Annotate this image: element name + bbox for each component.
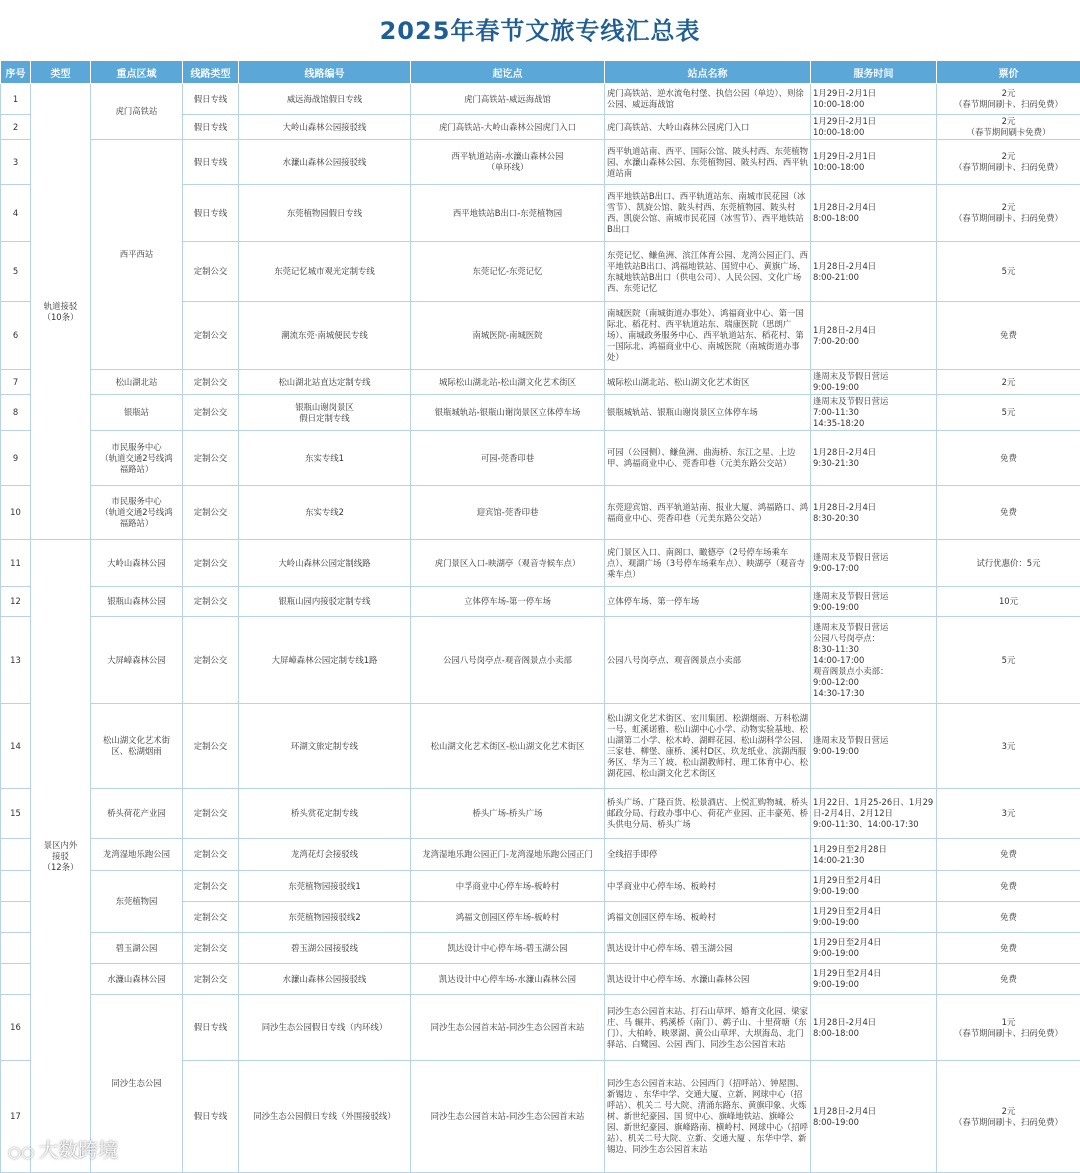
cell-line-name: 东莞植物园假日专线 [239, 185, 411, 242]
cell-fare: 1元 （春节期间刷卡、扫码免费） [937, 995, 1080, 1061]
cell-line-type: 定制公交 [183, 486, 239, 540]
cell-fare: 5元 [937, 395, 1080, 431]
cell-no: 6 [1, 302, 31, 370]
cell-stops: 东莞迎宾馆、西平轨道站南、报业大厦、鸿福路口、鸿福商业中心、莞香印巷（元美东路公交站） [605, 486, 811, 540]
cell-area: 同沙生态公园 [91, 995, 183, 1173]
cell-line-name: 水濂山森林公园接驳线 [239, 964, 411, 995]
cell-stops: 南城医院（南城街道办事处）、鸿福商业中心、第一国际北、稻花村、西平轨道站东、瑞康医院（思朗广场）、南城政务服务中心、西平轨道站东、稻花村、第一国际北、鸿福商业中心、南城医院（南城街道办事处） [605, 302, 811, 370]
cell-line-type: 定制公交 [183, 540, 239, 587]
header-area: 重点区域 [91, 61, 183, 84]
cell-stops: 虎门景区入口、南阁口、瞰德亭（2号停车场乘车点）、观湖广场（3号停车场乘车点）、映湖亭（观音寺乘车点） [605, 540, 811, 587]
cell-fare: 2元 （春节期间刷卡免费） [937, 115, 1080, 140]
cell-line-type: 假日专线 [183, 140, 239, 185]
cell-time: 1月29日至2月28日 14:00-21:30 [811, 839, 937, 871]
cell-area: 西平西站 [91, 140, 183, 370]
page-title: 2025年春节文旅专线汇总表 [379, 17, 701, 45]
cell-area: 松山湖文化艺术街 区、松湖烟雨 [91, 704, 183, 789]
cell-stops: 可园（公园侧）、鳒鱼洲、曲海桥、东江之星、上边甲、鸿福商业中心、莞香印巷（元美东路公交站） [605, 431, 811, 486]
cell-fare: 试行优惠价：5元 [937, 540, 1080, 587]
cell-type: 景区内外 接驳 （12条） [31, 540, 91, 1173]
cell-line-name: 桥头赏花定制专线 [239, 789, 411, 839]
cell-stops: 城际松山湖北站、松山湖文化艺术街区 [605, 370, 811, 395]
cell-fare: 免费 [937, 933, 1080, 964]
table-row [1, 140, 1080, 185]
table-row [1, 617, 1080, 704]
cell-no: 17 [1, 1061, 31, 1173]
watermark-text: 大数跨境 [38, 1138, 119, 1162]
cell-line-name: 东实专线2 [239, 486, 411, 540]
cell-fare: 免费 [937, 302, 1080, 370]
cell-no: 1 [1, 84, 31, 115]
cell-fare: 2元 （春节期间刷卡、扫码免费） [937, 1061, 1080, 1173]
cell-route: 龙湾湿地乐跑公园正门-龙湾湿地乐跑公园正门 [411, 839, 605, 871]
cell-time: 逢周末及节假日营运 7:00-11:30 14:35-18:20 [811, 395, 937, 431]
cell-route: 凯达设计中心停车场-水濂山森林公园 [411, 964, 605, 995]
cell-no: 10 [1, 486, 31, 540]
cell-line-type: 定制公交 [183, 871, 239, 902]
cell-no [1, 933, 31, 964]
cell-fare: 2元 （春节期间刷卡、扫码免费） [937, 84, 1080, 115]
cell-line-name: 银瓶山园内接驳定制专线 [239, 587, 411, 617]
cell-area: 虎门高铁站 [91, 84, 183, 140]
cell-line-name: 大岭山森林公园接驳线 [239, 115, 411, 140]
cell-line-name: 东实专线1 [239, 431, 411, 486]
cell-line-name: 环湖文旅定制专线 [239, 704, 411, 789]
cell-route: 公园八号岗亭点-观音阁景点小卖部 [411, 617, 605, 704]
cell-fare: 3元 [937, 789, 1080, 839]
cell-no: 16 [1, 995, 31, 1061]
cell-no: 2 [1, 115, 31, 140]
cell-no: 5 [1, 242, 31, 302]
cell-time: 1月28日-2月4日 8:00-21:00 [811, 242, 937, 302]
header-type: 类型 [31, 61, 91, 84]
cell-stops: 凯达设计中心停车场、碧玉湖公园 [605, 933, 811, 964]
cell-time: 逢周末及节假日营运 9:00-19:00 [811, 704, 937, 789]
cell-stops: 立体停车场、第一停车场 [605, 587, 811, 617]
header-route: 起讫点 [411, 61, 605, 84]
cell-route: 迎宾馆-莞香印巷 [411, 486, 605, 540]
cell-line-type: 假日专线 [183, 995, 239, 1061]
cell-area: 大岭山森林公园 [91, 540, 183, 587]
table-row [1, 84, 1080, 115]
cell-line-name: 水濂山森林公园接驳线 [239, 140, 411, 185]
table-row [1, 486, 1080, 540]
cell-line-type: 定制公交 [183, 789, 239, 839]
cell-fare: 2元 （春节期间刷卡、扫码免费） [937, 140, 1080, 185]
cell-time: 1月29日至2月4日 9:00-19:00 [811, 902, 937, 933]
cell-no [1, 839, 31, 871]
cell-time: 1月28日-2月4日 8:00-19:00 [811, 1061, 937, 1173]
cell-no: 12 [1, 587, 31, 617]
cell-time: 逢周末及节假日营运 9:00-19:00 [811, 370, 937, 395]
cell-area: 大屏嶂森林公园 [91, 617, 183, 704]
cell-line-type: 定制公交 [183, 704, 239, 789]
cell-fare: 免费 [937, 902, 1080, 933]
cell-line-name: 同沙生态公园假日专线（内环线） [239, 995, 411, 1061]
cell-time: 逢周末及节假日营运 9:00-17:00 [811, 540, 937, 587]
cell-route: 鸿福文创园区停车场-板岭村 [411, 902, 605, 933]
cell-time: 1月28日-2月4日 8:00-18:00 [811, 995, 937, 1061]
cell-time: 逢周末及节假日营运 9:00-19:00 [811, 587, 937, 617]
cell-line-name: 威远海战馆假日专线 [239, 84, 411, 115]
cell-stops: 西平轨道站南、西平、国际公馆、陂头村西、东莞植物园、水濂山森林公园、东莞植物园、陂头村西、西平轨道站南 [605, 140, 811, 185]
cell-line-name: 龙湾花灯会接驳线 [239, 839, 411, 871]
cell-route: 桥头广场-桥头广场 [411, 789, 605, 839]
cell-no [1, 902, 31, 933]
cell-line-type: 假日专线 [183, 185, 239, 242]
cell-time: 1月22日、1月25-26日、1月29日-2月4日、2月12日 9:00-11:30、14:00-17:30 [811, 789, 937, 839]
cell-route: 东莞记忆-东莞记忆 [411, 242, 605, 302]
cell-no: 14 [1, 704, 31, 789]
cell-fare: 5元 [937, 617, 1080, 704]
cell-stops: 虎门高铁站、逆水流龟村堡、执信公园（单边）、则徐公园、威远海战馆 [605, 84, 811, 115]
cell-type: 轨道接驳 （10条） [31, 84, 91, 540]
watermark [8, 1134, 118, 1163]
cell-stops: 虎门高铁站、大岭山森林公园虎门入口 [605, 115, 811, 140]
cell-route: 虎门高铁站-威远海战馆 [411, 84, 605, 115]
cell-fare: 3元 [937, 704, 1080, 789]
table-row [1, 704, 1080, 789]
table-row [1, 789, 1080, 839]
cell-area: 水濂山森林公园 [91, 964, 183, 995]
cell-line-type: 定制公交 [183, 431, 239, 486]
cell-no: 9 [1, 431, 31, 486]
cell-area: 桥头荷花产业园 [91, 789, 183, 839]
cell-stops: 鸿福文创园区停车场、板岭村 [605, 902, 811, 933]
cell-line-name: 大岭山森林公园定制线路 [239, 540, 411, 587]
table-row [1, 431, 1080, 486]
cell-route: 同沙生态公园首末站-同沙生态公园首末站 [411, 995, 605, 1061]
cell-line-type: 定制公交 [183, 902, 239, 933]
cell-no: 7 [1, 370, 31, 395]
cell-area: 松山湖北站 [91, 370, 183, 395]
cell-fare: 免费 [937, 431, 1080, 486]
cell-line-type: 定制公交 [183, 242, 239, 302]
cell-fare: 10元 [937, 587, 1080, 617]
cell-time: 1月29日至2月4日 9:00-19:00 [811, 964, 937, 995]
cell-route: 中孚商业中心停车场-板岭村 [411, 871, 605, 902]
cell-fare: 2元 [937, 370, 1080, 395]
cell-line-type: 定制公交 [183, 839, 239, 871]
cell-area: 市民服务中心 （轨道交通2号线鸿 福路站） [91, 431, 183, 486]
cell-time: 1月29日-2月1日 10:00-18:00 [811, 115, 937, 140]
cell-stops: 凯达设计中心停车场、水濂山森林公园 [605, 964, 811, 995]
cell-fare: 免费 [937, 839, 1080, 871]
cell-stops: 东莞记忆、鳒鱼洲、滨江体育公园、龙湾公园正门、西平地铁站B出口、鸿福地铁站、国贸中心、黄旗广场、东城地铁站B出口（供电公司）、人民公园、文化广场西、东莞记忆 [605, 242, 811, 302]
cell-stops: 公园八号岗亭点、观音阁景点小卖部 [605, 617, 811, 704]
cell-route: 可园-莞香印巷 [411, 431, 605, 486]
cell-time: 1月29日至2月4日 9:00-19:00 [811, 871, 937, 902]
cell-stops: 同沙生态公园首末站、公园西门（招呼站）、钟屋围、新锡边 、东华中学、交通大厦、立新、网球中心（招呼站）、机关二 号大院、清涌东路东、黄旗印象、火炼树、新世纪豪园、国 贸中心、旗峰地铁站、旗峰公园、新世纪豪园、旗峰路南、横岭村、网球中心（招呼站）、机关二号大院、立新、交通大厦 、东华中学、新锡边、同沙生态公园首末站 [605, 1061, 811, 1173]
cell-line-name: 东莞记忆城市观光定制专线 [239, 242, 411, 302]
cell-line-type: 定制公交 [183, 964, 239, 995]
cell-line-name: 大屏嶂森林公园定制专线1路 [239, 617, 411, 704]
cell-line-name: 银瓶山谢岗景区 假日定制专线 [239, 395, 411, 431]
cell-time: 1月28日-2月4日 9:30-21:30 [811, 431, 937, 486]
table-row [1, 871, 1080, 902]
header-time: 服务时间 [811, 61, 937, 84]
cell-area: 碧玉湖公园 [91, 933, 183, 964]
table-row [1, 587, 1080, 617]
cell-no: 13 [1, 617, 31, 704]
cell-time: 1月29日-2月1日 10:00-18:00 [811, 140, 937, 185]
cell-time: 1月28日-2月4日 8:00-18:00 [811, 185, 937, 242]
cell-stops: 同沙生态公园首末站、打石山草坪、婚育文化园、梁家庄、马 辗井、鸦溪桥（南门）、鹈子山、十里荷塘（东门）、大柏岭、映翠湖、黄公山草坪、大坝海岛、北门驿站、白鹭园、公园 西门、同沙生态公园首末站 [605, 995, 811, 1061]
cell-route: 银瓶城轨站-银瓶山谢岗景区立体停车场 [411, 395, 605, 431]
cell-route: 城际松山湖北站-松山湖文化艺术街区 [411, 370, 605, 395]
cell-fare: 免费 [937, 486, 1080, 540]
cell-fare: 2元 （春节期间刷卡、扫码免费） [937, 185, 1080, 242]
cell-line-name: 潮流东莞·南城便民专线 [239, 302, 411, 370]
cell-route: 南城医院-南城医院 [411, 302, 605, 370]
cell-line-type: 定制公交 [183, 302, 239, 370]
header-no: 序号 [1, 61, 31, 84]
cell-time: 1月28日-2月4日 7:00-20:00 [811, 302, 937, 370]
cell-no: 4 [1, 185, 31, 242]
cell-line-name: 碧玉湖公园接驳线 [239, 933, 411, 964]
cell-route: 松山湖文化艺术街区-松山湖文化艺术街区 [411, 704, 605, 789]
cell-area: 银瓶山森林公园 [91, 587, 183, 617]
header-line-type: 线路类型 [183, 61, 239, 84]
cell-no: 15 [1, 789, 31, 839]
cell-line-type: 定制公交 [183, 933, 239, 964]
cell-route: 西平地铁站B出口-东莞植物园 [411, 185, 605, 242]
route-summary-table [0, 60, 1080, 1173]
table-row [1, 395, 1080, 431]
cell-stops: 松山湖文化艺术街区、宏川集团、松湖烟雨、万科松湖一号、虹溪诺雅、松山湖中心小学、动物实验基地、松山湖第二小学、松木岭、湖畔花园、松山湖科学公园、三家巷、柳堡、康桥、溪村D区、玖龙纸业、滨湖西服务区、华为三丫坡、松山湖教师村、理工体育中心、松湖花园、松山湖文化艺术街区 [605, 704, 811, 789]
table-row [1, 933, 1080, 964]
cell-fare: 免费 [937, 871, 1080, 902]
cell-time: 1月29日-2月1日 10:00-18:00 [811, 84, 937, 115]
cell-line-type: 假日专线 [183, 115, 239, 140]
table-row [1, 964, 1080, 995]
table-row [1, 370, 1080, 395]
cell-line-name: 同沙生态公园假日专线（外围接驳线） [239, 1061, 411, 1173]
table-row [1, 839, 1080, 871]
cell-no: 11 [1, 540, 31, 587]
table-row [1, 540, 1080, 587]
cell-fare: 5元 [937, 242, 1080, 302]
cell-line-name: 东莞植物园接驳线2 [239, 902, 411, 933]
cell-route: 虎门景区入口-映湖亭（观音寺候车点） [411, 540, 605, 587]
cell-route: 立体停车场-第一停车场 [411, 587, 605, 617]
cell-line-type: 假日专线 [183, 1061, 239, 1173]
cell-time: 逢周末及节假日营运 公园八号岗亭点： 8:30-11:30 14:00-17:00 观音阁景点小卖部： 9:00-12:00 14:30-17:30 [811, 617, 937, 704]
cell-area: 龙湾湿地乐跑公园 [91, 839, 183, 871]
cell-route: 同沙生态公园首末站-同沙生态公园首末站 [411, 1061, 605, 1173]
header-stops: 站点名称 [605, 61, 811, 84]
cell-route: 西平轨道站南-水濂山森林公园 （单环线） [411, 140, 605, 185]
cell-no [1, 964, 31, 995]
cell-line-type: 定制公交 [183, 395, 239, 431]
cell-route: 虎门高铁站-大岭山森林公园虎门入口 [411, 115, 605, 140]
cell-line-type: 定制公交 [183, 617, 239, 704]
cell-line-name: 东莞植物园接驳线1 [239, 871, 411, 902]
cell-stops: 中孚商业中心停车场、板岭村 [605, 871, 811, 902]
cell-route: 凯达设计中心停车场-碧玉湖公园 [411, 933, 605, 964]
cell-area: 东莞植物园 [91, 871, 183, 933]
cell-fare: 免费 [937, 964, 1080, 995]
cell-line-type: 假日专线 [183, 84, 239, 115]
watermark-logo-icon: ○○ [8, 1143, 35, 1161]
cell-no: 8 [1, 395, 31, 431]
cell-stops: 银瓶城轨站、银瓶山谢岗景区立体停车场 [605, 395, 811, 431]
cell-line-type: 定制公交 [183, 587, 239, 617]
header-fare: 票价 [937, 61, 1080, 84]
cell-area: 市民服务中心 （轨道交通2号线鸿 福路站） [91, 486, 183, 540]
cell-no: 3 [1, 140, 31, 185]
cell-no [1, 871, 31, 902]
table-header-row [1, 61, 1080, 84]
cell-stops: 西平地铁站B出口、西平轨道站东、南城市民花园（冰雪节）、凯旋公馆、陂头村西、东莞植物园、陂头村西、凯旋公馆、南城市民花园（冰雪节）、西平地铁站B出口 [605, 185, 811, 242]
cell-time: 1月28日-2月4日 8:30-20:30 [811, 486, 937, 540]
cell-stops: 桥头广场、广隆百货、松景酒店、上悦汇购物城、桥头邮政分局、行政办事中心、荷花产业园、正丰豪苑、桥头供电分局、桥头广场 [605, 789, 811, 839]
cell-line-type: 定制公交 [183, 370, 239, 395]
cell-line-name: 松山湖北站直达定制专线 [239, 370, 411, 395]
cell-area: 银瓶站 [91, 395, 183, 431]
cell-time: 1月29日至2月4日 9:00-19:00 [811, 933, 937, 964]
table-row [1, 995, 1080, 1061]
header-line-name: 线路编号 [239, 61, 411, 84]
cell-stops: 全线招手即停 [605, 839, 811, 871]
